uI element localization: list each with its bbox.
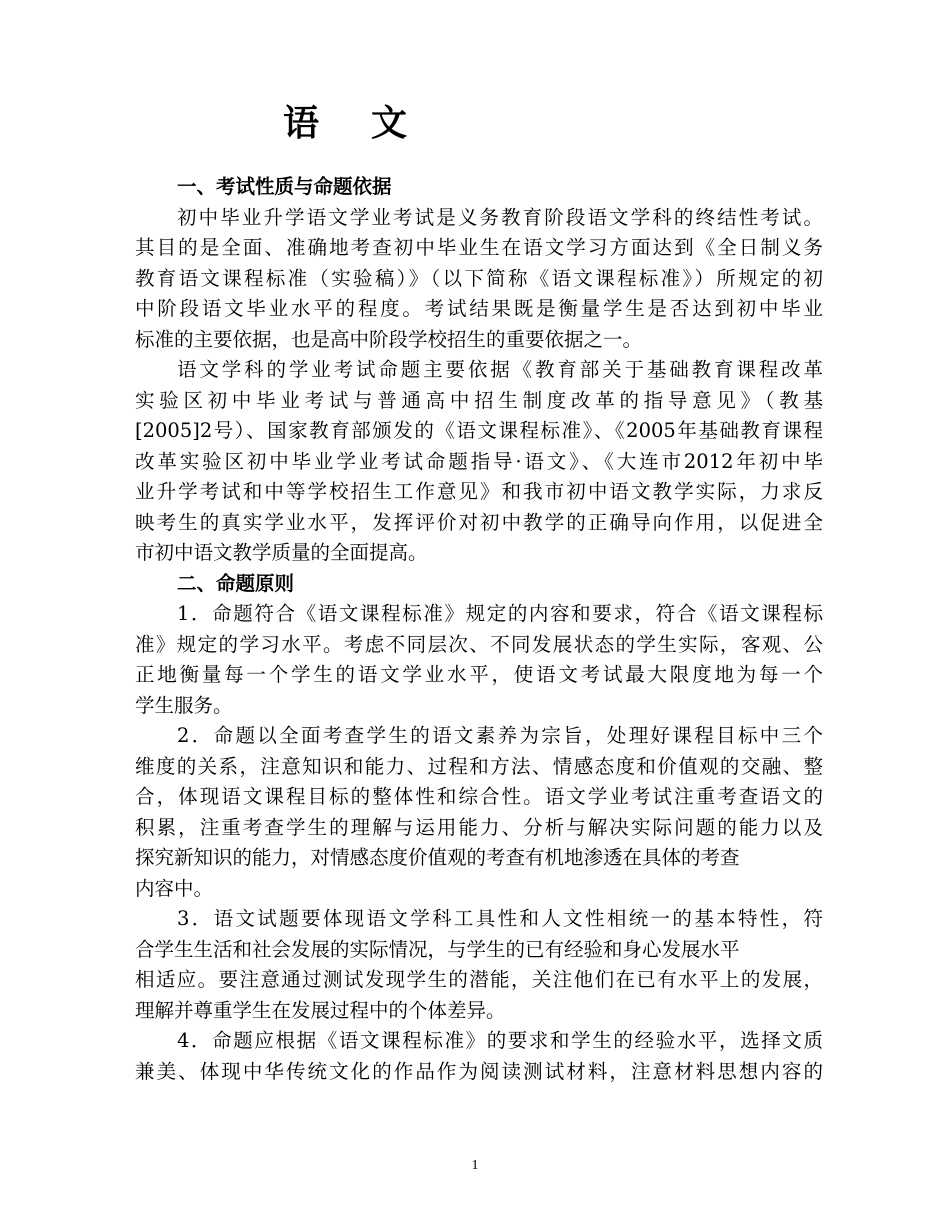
text-line: 维度的关系，注意知识和能力、过程和方法、情感态度和价值观的交融、整	[135, 754, 823, 778]
text-line: 教育语文课程标准（实验稿）》（以下简称《语文课程标准》）所规定的初	[135, 266, 823, 290]
text-line: 4．命题应根据《语文课程标准》的要求和学生的经验水平，选择文质	[177, 1029, 823, 1052]
text-line: 实验区初中毕业考试与普通高中招生制度改革的指导意见》（教基	[135, 388, 823, 412]
text-line: 3．语文试题要体现语文学科工具性和人文性相统一的基本特性，符	[177, 907, 823, 930]
text-line: 相适应。要注意通过测试发现学生的潜能，关注他们在已有水平上的发展，	[135, 968, 823, 991]
text-line: 兼美、体现中华传统文化的作品作为阅读测试材料，注意材料思想内容的	[135, 1059, 823, 1083]
text-line: 2．命题以全面考查学生的语文素养为宗旨，处理好课程目标中三个	[177, 724, 823, 747]
paragraph-2-2	[135, 721, 823, 904]
text-line: 映考生的真实学业水平，发挥评价对初中教学的正确导向作用，以促进全	[135, 510, 823, 534]
paragraph-2-1	[135, 599, 823, 721]
text-line: 市初中语文教学质量的全面提高。	[135, 541, 428, 564]
text-line: 1．命题符合《语文课程标准》规定的内容和要求，符合《语文课程标	[177, 602, 823, 625]
text-line: 理解并尊重学生在发展过程中的个体差异。	[135, 998, 506, 1022]
text-line: 其目的是全面、准确地考查初中毕业生在语文学习方面达到《全日制义务	[135, 236, 823, 259]
text-line: 初中毕业升学语文学业考试是义务教育阶段语文学科的终结性考试。	[177, 205, 823, 229]
document-body	[135, 172, 823, 1087]
section-heading-2: 二、命题原则	[177, 571, 295, 595]
text-line: 语文学科的学业考试命题主要依据《教育部关于基础教育课程改革	[177, 358, 823, 381]
title-char-left: 语	[282, 103, 319, 144]
paragraph-2-3	[135, 904, 823, 1026]
section-heading-1: 一、考试性质与命题依据	[177, 175, 392, 198]
text-line: [2005]2号）、国家教育部颁发的《语文课程标准》、《2005年基础教育课程	[135, 419, 823, 442]
page-title	[0, 98, 690, 150]
text-line: 准》规定的学习水平。考虑不同层次、不同发展状态的学生实际，客观、公	[135, 632, 823, 656]
title-char-right: 文	[371, 103, 408, 144]
text-line: 改革实验区初中毕业学业考试命题指导·语文》、《大连市2012年初中毕	[135, 449, 823, 473]
paragraph-1-2	[135, 355, 823, 569]
text-line: 中阶段语文毕业水平的程度。考试结果既是衡量学生是否达到初中毕业	[135, 297, 823, 320]
page-number: 1	[471, 1158, 479, 1173]
paragraph-2-4	[135, 1026, 823, 1087]
text-line: 标准的主要依据，也是高中阶段学校招生的重要依据之一。	[135, 327, 643, 351]
text-line: 业升学考试和中等学校招生工作意见》和我市初中语文教学实际，力求反	[135, 480, 823, 503]
text-line: 学生服务。	[135, 693, 233, 717]
text-line: 合学生生活和社会发展的实际情况，与学生的已有经验和身心发展水平	[135, 937, 740, 961]
text-line: 内容中。	[135, 876, 214, 900]
text-line: 正地衡量每一个学生的语文学业水平，使语文考试最大限度地为每一个	[135, 663, 823, 686]
text-line: 探究新知识的能力，对情感态度价值观的考查有机地渗透在具体的考查	[135, 846, 740, 869]
text-line: 合，体现语文课程目标的整体性和综合性。语文学业考试注重考查语文的	[135, 785, 823, 808]
text-line: 积累，注重考查学生的理解与运用能力、分析与解决实际问题的能力以及	[135, 815, 823, 839]
paragraph-1-1	[135, 203, 823, 356]
